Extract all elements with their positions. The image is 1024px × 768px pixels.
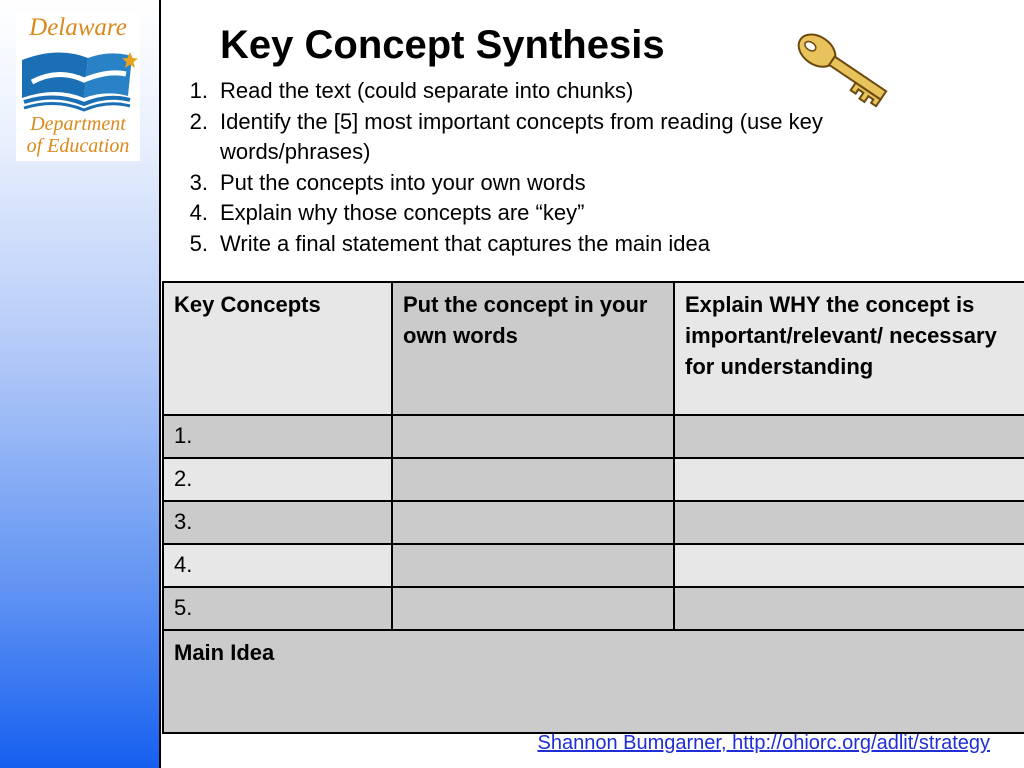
header-own-words: Put the concept in your own words xyxy=(392,282,674,415)
header-explain-why: Explain WHY the concept is important/relevant/ necessary for understanding xyxy=(674,282,1024,415)
explain-why-cell[interactable] xyxy=(674,458,1024,501)
row-number: 4. xyxy=(163,544,392,587)
table-row xyxy=(163,415,1024,458)
explain-why-cell[interactable] xyxy=(674,587,1024,630)
instruction-item xyxy=(178,229,978,260)
row-number: 1. xyxy=(163,415,392,458)
own-words-cell[interactable] xyxy=(392,458,674,501)
own-words-cell[interactable] xyxy=(392,501,674,544)
instruction-text: Write a final statement that captures the main idea xyxy=(220,230,710,256)
instruction-text: Put the concepts into your own words xyxy=(220,169,586,195)
table-header-row xyxy=(163,282,1024,415)
instruction-item xyxy=(178,76,978,107)
explain-why-cell[interactable] xyxy=(674,501,1024,544)
instruction-number: 3. xyxy=(189,169,208,195)
instruction-text: Read the text (could separate into chunks) xyxy=(220,78,634,103)
instruction-number: 4. xyxy=(189,200,208,225)
instruction-number: 5. xyxy=(189,230,208,256)
instruction-number: 1. xyxy=(189,78,208,103)
explain-why-cell[interactable] xyxy=(674,544,1024,587)
table-row xyxy=(163,544,1024,587)
logo-department-text xyxy=(16,113,140,157)
row-number: 3. xyxy=(163,501,392,544)
book-icon xyxy=(18,46,138,112)
instruction-text: Identify the [5] most important concepts from reading (use key words/phrases) xyxy=(220,108,823,164)
instruction-item xyxy=(178,198,978,229)
instruction-list xyxy=(178,76,978,259)
main-idea-row xyxy=(163,630,1024,733)
instruction-number: 2. xyxy=(189,108,208,134)
own-words-cell[interactable] xyxy=(392,415,674,458)
instruction-text: Explain why those concepts are “key” xyxy=(220,200,585,225)
logo-line-department: Department xyxy=(30,113,126,135)
row-number: 2. xyxy=(163,458,392,501)
main-idea-cell[interactable]: Main Idea xyxy=(163,630,1024,733)
row-number: 5. xyxy=(163,587,392,630)
own-words-cell[interactable] xyxy=(392,587,674,630)
table-row xyxy=(163,501,1024,544)
source-link[interactable]: Shannon Bumgarner, http://ohiorc.org/adlit/strategy xyxy=(537,732,990,754)
logo-line-education: of Education xyxy=(26,135,130,157)
concept-table xyxy=(162,281,1024,734)
delaware-logo xyxy=(16,12,140,161)
header-key-concepts: Key Concepts xyxy=(163,282,392,415)
instruction-item xyxy=(178,168,978,199)
logo-line-delaware: Delaware xyxy=(29,14,127,41)
sidebar xyxy=(0,0,161,768)
own-words-cell[interactable] xyxy=(392,544,674,587)
page-title: Key Concept Synthesis xyxy=(220,23,665,67)
explain-why-cell[interactable] xyxy=(674,415,1024,458)
table-row xyxy=(163,458,1024,501)
table-row xyxy=(163,587,1024,630)
instruction-item xyxy=(178,107,978,168)
